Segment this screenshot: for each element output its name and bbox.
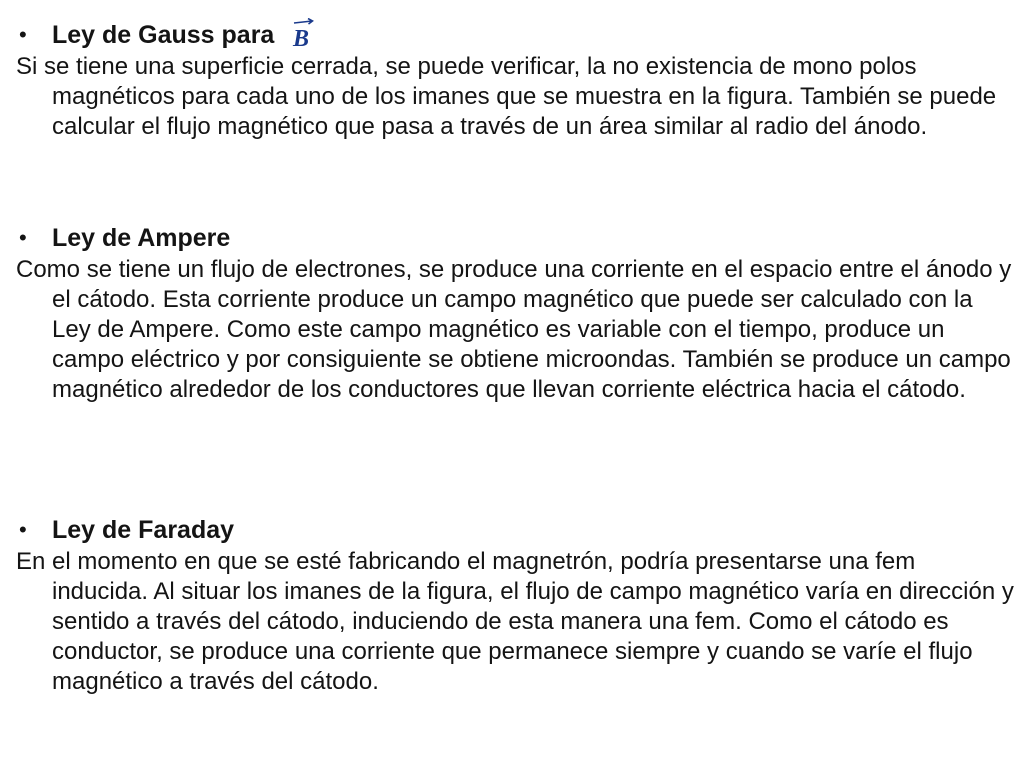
paragraph-ampere: Como se tiene un flujo de electrones, se produce una corriente en el espacio entre el ánodo y el cátodo. Esta corriente produce un campo magnético que puede ser calculado con la Ley de Ampere. Como este campo magnético es variable con el tiempo, produce un campo eléctrico y por consiguiente se obtiene microondas. También se produce un campo magnético alrededor de los conductores que llevan corriente eléctrica hacia el cátodo. [16, 256, 1012, 403]
heading-faraday [16, 513, 1016, 547]
paragraph-faraday: En el momento en que se esté fabricando el magnetrón, podría presentarse una fem inducida. Al situar los imanes de la figura, el flujo de campo magnético varía en dirección y sentido a través del cátodo, induciendo de esta manera una fem. Como el cátodo es conductor, se produce una corriente que permanece siempre y cuando se varíe el flujo magnético a través del cátodo. [16, 548, 1014, 695]
bullet: • [19, 225, 27, 250]
heading-gauss [16, 18, 1016, 52]
heading-text: Ley de Faraday [52, 516, 235, 544]
paragraph-gauss: Si se tiene una superficie cerrada, se puede verificar, la no existencia de mono polos magnéticos para cada uno de los imanes que se muestra en la figura. También se puede calcular el flujo magnético que pasa a través de un área similar al radio del ánodo. [16, 53, 997, 140]
bullet: • [19, 517, 27, 542]
heading-ampere [16, 221, 1016, 255]
bullet: • [19, 22, 27, 47]
vector-b-symbol-icon [291, 18, 315, 48]
heading-text: Ley de Ampere [52, 224, 231, 252]
heading-text: Ley de Gauss para [52, 21, 275, 49]
svg-text:B: B [293, 26, 310, 48]
section-gauss [16, 18, 1016, 142]
section-ampere [16, 221, 1016, 405]
section-faraday [16, 513, 1016, 697]
